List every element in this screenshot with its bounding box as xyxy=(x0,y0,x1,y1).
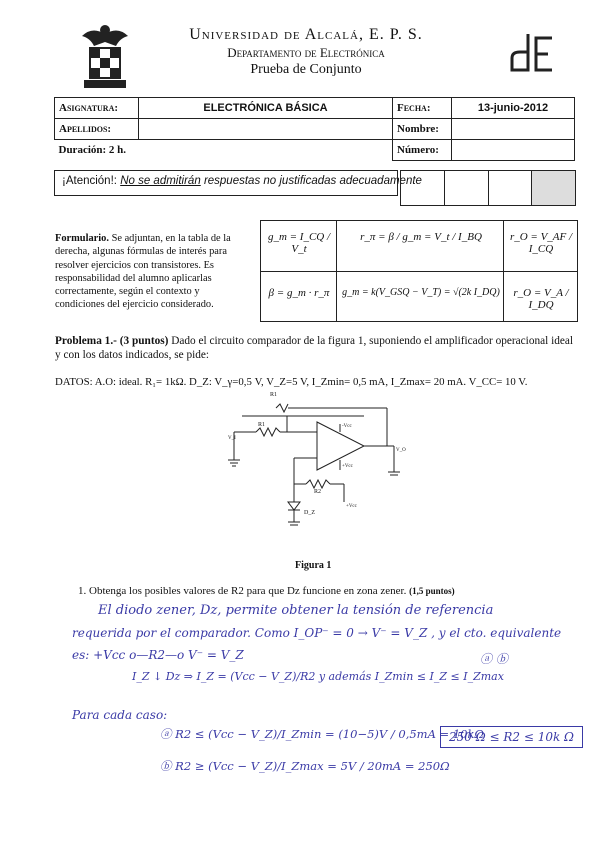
attention-rest: respuestas no justificadas adecuadamente xyxy=(203,175,422,187)
surname-label: Apellidos: xyxy=(55,119,139,140)
department-logo xyxy=(508,30,554,76)
problem-statement xyxy=(55,334,575,362)
label-dz: D_Z xyxy=(304,510,315,516)
hand-line-5: Para cada caso: xyxy=(72,708,168,722)
hand-marks: ⓐ ⓑ xyxy=(480,652,508,666)
name-label: Nombre: xyxy=(393,119,452,140)
label-vi: V_I xyxy=(228,436,236,441)
formulario-text xyxy=(55,232,251,312)
question-text: 1. Obtenga los posibles valores de R2 para que Dz funcione en zona zener. xyxy=(78,585,407,597)
problem-data: DATOS: A.O: ideal. R₁= 1kΩ. D_Z: V_γ=0,5 V, V_Z=5 V, I_Zmin= 0,5 mA, I_Zmax= 20 mA. V_CC= 10 V. xyxy=(55,376,528,388)
department-title: Departamento de Electrónica xyxy=(227,45,385,60)
hand-line-1: El diodo zener, Dz, permite obtener la tensión de referencia xyxy=(98,603,494,618)
exam-title: Prueba de Conjunto xyxy=(250,62,362,77)
exam-info-table xyxy=(54,97,575,161)
hand-line-2: requerida por el comparador. Como I_OP⁻ = 0 → V⁻ = V_Z , y el cto. equivalente xyxy=(72,626,562,640)
name-field[interactable] xyxy=(452,119,575,140)
problem-text: Dado el circuito comparador de la figura 1, suponiendo el amplificador operacional ideal y con los datos indicados, se pide: xyxy=(55,335,574,361)
attention-prefix: ¡Atención!: xyxy=(62,175,117,187)
label-plus-vcc: +Vcc xyxy=(342,464,353,469)
formula-ro-fet: r_O = V_A / I_DQ xyxy=(513,287,569,311)
number-label: Número: xyxy=(393,140,452,161)
label-minus-vcc: -Vcc xyxy=(342,424,352,429)
problem-title: Problema 1.- (3 puntos) xyxy=(55,335,169,347)
university-title: Universidad de Alcalá, E. P. S. xyxy=(189,26,423,43)
label-vo: V_O xyxy=(396,448,406,453)
question-1 xyxy=(78,585,455,597)
hand-line-3: es: +Vcc o—R2—o V⁻ = V_Z xyxy=(72,648,244,662)
circuit-figure xyxy=(222,392,422,532)
duration-text: Duración: 2 h. xyxy=(58,144,127,157)
hand-line-7: ⓑ R2 ≥ (Vcc − V_Z)/I_Zmax = 5V / 20mA = 250Ω xyxy=(160,759,450,773)
subject-value: ELECTRÓNICA BÁSICA xyxy=(139,98,393,119)
formula-beta: β = g_m · r_π xyxy=(268,287,330,299)
grading-boxes xyxy=(400,170,576,206)
label-plus-vcc-bottom: +Vcc xyxy=(346,504,357,509)
formula-gm-fet: g_m = k(V_GSQ − V_T) = √(2k I_DQ) xyxy=(342,287,500,298)
attention-underlined: No se admitirán xyxy=(120,175,201,187)
question-points: (1,5 puntos) xyxy=(409,586,455,596)
figure-caption: Figura 1 xyxy=(295,560,332,571)
formula-table xyxy=(260,220,578,322)
formula-rpi: r_π = β / g_m = V_t / I_BQ xyxy=(360,231,482,243)
hand-line-6: ⓐ R2 ≤ (Vcc − V_Z)/I_Zmin = (10−5)V / 0,5mA = 10kΩ xyxy=(160,727,484,741)
attention-box xyxy=(54,170,398,196)
date-value: 13-junio-2012 xyxy=(452,98,575,119)
surname-field[interactable] xyxy=(139,119,393,140)
comparator-circuit xyxy=(222,392,422,532)
hand-line-4: I_Z ↓ Dz ⇒ I_Z = (Vcc − V_Z)/R2 y además I_Zmin ≤ I_Z ≤ I_Zmax xyxy=(132,670,504,683)
subject-label: Asignatura: xyxy=(55,98,139,119)
formulario-body: Se adjuntan, en la tabla de la derecha, algunas fórmulas de interés para resolver ejercicios con transistores. Es responsabilidad del alumno aplicarlas correctamente, según el contexto y condiciones del ejercicio considerado. xyxy=(55,233,231,311)
label-r1-top: R1 xyxy=(270,392,278,398)
number-field[interactable] xyxy=(452,140,575,161)
label-r2: R2 xyxy=(314,489,322,495)
label-r1-left: R1 xyxy=(258,422,266,428)
formula-gm-bjt: g_m = I_CQ / V_t xyxy=(267,231,331,255)
date-label: Fecha: xyxy=(393,98,452,119)
hand-result: 250 Ω ≤ R2 ≤ 10k Ω xyxy=(440,726,583,748)
formulario-title: Formulario. xyxy=(55,233,109,244)
formula-ro-bjt: r_O = V_AF / I_CQ xyxy=(509,231,573,255)
